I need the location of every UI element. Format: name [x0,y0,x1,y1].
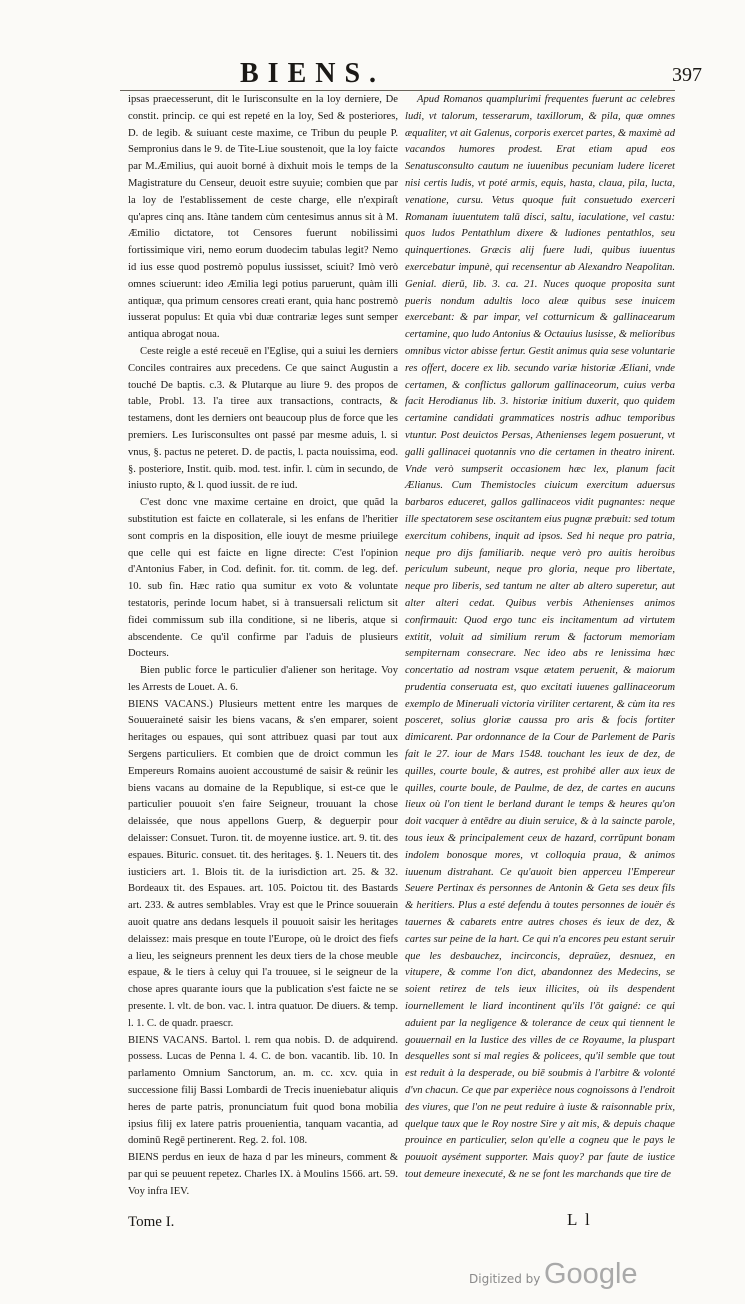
paragraph: Apud Romanos quamplurimi frequentes fuerunt ac celebres ludi, vt talorum, tesserarum, taxillorum, & pila, quæ omnes æqualiter, vt ait Galenus, corporis exercet partes, & maximè ad vacandos humores prodest. Erat etiam apud eos Senatusconsulto cautum ne iuuenibus pecuniam ludere liceret nisi certis ludis, vt poté armis, equis, hasta, claua, pila, lucta, venatione, cursu. Vetus quoque fuit consuetudo exerceri Romanam iuuentutem talū disci, saltu, iaculatione, vel castu: quos ludos Pentathlum dixere & ludiones pentathlos, seu quinquertiones. Græcis alij fuere ludi, quibus iuuentus exercebatur impunè, qui recensentur ab Alexandro Neapolitan. Genial. dierū, lib. 3. ca. 21. Nuces quoque proposita sunt pueris nondum adultis loco aleæ quibus sese inuicem exercebant: & par impar, vel cotturnicum & gallinacearum certamine, quo ludo Antonius & Octauius lusisse, & melioribus omnibus victor abisse fertur. Gestit animus quia sese voluntarie res offert, docere ex lib. secundo variæ historiæ Æliani, vnde certamen, & conflictus gallorum gallinaceorum, cuius verba facit Herodianus lib. 3. historiæ initium duxerit, quo quidem certamine candidati grammatices nostris adhuc temporibus vtuntur. Post deuictos Persas, Athenienses legem posuerunt, vt galli gallinacei quotannis vno die certamen in theatro inirent. Vnde verò sumpserit occasionem hæc lex, planum facit Ælianus. Cum Themistocles ciuicum exercitum aduersus barbaros educeret, gallos gallinaceos vidit pugnantes: neque ille spectatorem sese oscitantem eius pugnæ præbuit: sed totum exercitum cohibens, inquit ad ipsos. Sed hi neque pro patria, neque pro dijs familiarib. neque verò pro auitis heroibus periculum subeunt, neque pro gloria, neque pro libertate, neque pro liberis, sed tantum ne alter ab altero superetur, aut alter alteri cedat. Quibus verbis Athenienses animos confirmauit: Quod ergo tunc eis incitamentum ad virtutem extitit, voluit ad similium rerum & factorum memoriam sempiternam consecrare. Nec ideo abs re lenissima hæc concertatio ad nostram vsque ætatem peruenit, & maiorum prudentia conseruata est, quo excitati iuuenes gallinaceorum exemplo de Mineruali victoria viriliter certarent, & cùm ita res posceret, solius gloriæ caussa pro aris & focis fortiter dimicarent. Par ordonnance de la Cour de Parlement de Paris fait le 27. iour de Mars 1548. touchant les ieux de dez, de quilles, courte boule, & autres, est prohibé aller aux ieux de quilles, courte boule, de Paulme, de dez, de cartes en aucuns lieux où l'on tient le berland durant le temps & heures qu'on doit vacquer à entēdre au diuin seruice, & à la saincte parole, tous ieux & principalement ceux de hazard, corrūpunt bonam indolem bonosque mores, vt colloquia praua, & animos iuuenum distrahant. Ce qu'auoit bien apperceu l'Empereur Seuere Pertinax és personnes de Antonin & Geta ses deux fils & heritiers. Plus a esté defendu à toutes personnes de iouër és tauernes & cabarets entre autres choses és ieux de dez, & cartes sur peine de la hart. Ce qui n'a encores peu estant seruir que les desbauchez, incirconcis, depraüez, desnuez, en vitupere, & comme l'on dict, abandonnez des Medecins, se soient retirez de tels ieux illicites, où ils despendent iournellement le liard incontinent qu'ils l'ōt gaigné: ce qui aduient par la negligence & tolerance de ceux qui tiennent le gouuernail en la Iustice des villes de ce Royaume, la pluspart desquelles sont si mal regies & policees, qu'il semble que tout est reduit à la desperade, ou biē soubmis à l'arbitre & volonté d'vn chacun. Ce que par experièce nous cognoissons à l'endroit des viures, que l'on ne peut reduire à iuste & raisonnable prix, quelque taux que le Roy nostre Sire y ait mis, & depuis chaque prouince en particulier, selon qu'elle a cogneu que le pays le pouuoit aysément supporter. Mais quoy? par faute de iustice tout demeure inexecuté, & ne se font les marchands que tire de [405,94,675,1180]
paragraph: ipsas praecesserunt, dit le Iurisconsulte en la loy derniere, De constit. princip. ce qui est repeté en la loy, Sed & posteriores, D. de legib. & suiuant ceste maxime, ce Tribun du peuple P. Sempronius dans le 9. de Tite-Liue soustenoit, que la loy faicte par M.Æmilius, qui auoit borné à dixhuit mois le temps de la Magistrature du Censeur, deuoit estre suyuie; combien que par la loy de l'establissement de ceste charge, elle n'expiraſt qu'apres cinq ans. Itàne tandem cùm centesimus annus sit à M. Æmilio dictatore, tot Censores fuerunt nobilissimi fortissimique viri, nemo eorum duodecim tabulas legit? Nemo id ius esse quod postremò populus iussisset, sciuit? Imò verò omnes sciuerunt: ideo Æmilia legi potius paruerunt, quàm illi antiquæ, qua primum censores creati erant, quia hanc postremò iusserat populus: Et quia vbi duæ contrariæ leges sunt semper antiqua abrogat noua. [128,94,398,341]
paragraph: Ceste reigle a esté receuë en l'Eglise, qui a suiui les derniers Conciles contraires aux precedens. Ce que sainct Augustin a touché De baptis. c.3. & Plutarque au liure 9. des propos de table, Probl. 13. l'a tiree aux transactions, contracts, & testamens, dont les derniers ont beaucoup plus de force que les premiers. Les Iurisconsultes ont passé par mesme aduis, l. si vnus, §. pactus ne peteret. D. de pactis, l. pacta nouissima, eod. §. posteriore, Instit. quib. mod. test. infir. l. cùm in secundo, de iniusto rupto, & l. quod iussit. de re iud. [128,345,398,492]
page-header [0,58,745,92]
page-footer [0,1210,745,1234]
digitized-by-text: Digitized by [469,1272,541,1286]
tome-label: Tome I. [128,1214,175,1230]
paragraph: Bien public force le particulier d'aliener son heritage. Voy les Arrests de Louet. A. 6. [128,665,398,693]
left-column [128,92,398,1201]
right-column [405,92,675,1184]
page-number: 397 [672,64,702,86]
paragraph: C'est donc vne maxime certaine en droict, que quãd la substitution est faicte en collaterale, si les enfans de l'heritier sont compris en la disposition, elle iouyt de mesme priuilege que celle qui est faicte en ligne directe: C'est l'opinion d'Antonius Faber, in Cod. definit. for. tit. comm. de leg. def. 10. sub fin. Hæc ratio qua sumitur ex voto & voluntate testatoris, perinde locum habet, si à transuersali relictum sit fidei commissum sub illa conditione, si ne liberis, atque si abscendente. Ce qu'il confirme par l'aduis de plusieurs Docteurs. [128,497,398,660]
paragraph: BIENS VACANS.) Plusieurs mettent entre les marques de Souueraineté saisir les biens vacans, & s'en emparer, soient heritages ou espaues, qui sont attribuez quasi par tout aux Sergens particuliers. Et combien que de droict commun les Empereurs Romains auoient accoustumé de saisir & reünir les biens vacans au domaine de la Republique, si est-ce que le particulier pouuoit s'en faire Seigneur, trouuant la chose delaissée, que nous appellons Guerp, & deguerpir pour delaisser: Consuet. Turon. tit. de moyenne iustice. art. 9. tit. des espaues. Bituric. consuet. tit. des heritages. §. 1. Neuers tit. des iusticiers art. 1. Blois tit. de la iurisdiction art. 25. & 32. Bordeaux tit. des Espaues. art. 105. Poictou tit. des Bastards art. 233. & autres semblables. Vray est que le Prince souuerain auoit quatre ans dedans lesquels il pouuoit saisir les heritages delaissez: mais presque en toute l'Europe, où le droict des fiefs a lieu, les seigneurs prennent les deux tiers de la chose meuble espaue, & le tiers à celuy qui l'a trouuee, si le seigneur de la chose apres quarante iours que la publication s'est faicte ne se presente. l. vlt. de bon. vac. l. intra quatuor. De diuers. & temp. l. 1. C. de quadr. praescr. [128,698,398,1029]
digitized-watermark [469,1260,689,1294]
paragraph: BIENS perdus en ieux de haza d par les mineurs, comment & par qui se peuuent repetez. Charles IX. à Moulins 1566. art. 59. Voy infra IEV. [128,1152,398,1197]
header-rule [120,90,675,91]
signature-mark: L l [567,1210,592,1229]
paragraph: BIENS VACANS. Bartol. l. rem qua nobis. D. de adquirend. possess. Lucas de Penna l. 4. C. de bon. vacantib. lib. 10. In parlamento Omnium Sanctorum, an. m. cc. xcv. quia in successione filij Bassi Lombardi de Trecis inueniebatur aliquis heres de parte patris, pronunciatum fuit quod bona mobilia ipsius filij ex latere patris prouenientia, tanquam vacantia, ad dominū Regē pertinerent. Reg. 2. fol. 108. [128,1034,398,1147]
google-logo: Google [544,1258,638,1290]
running-title: BIENS. [240,58,386,89]
